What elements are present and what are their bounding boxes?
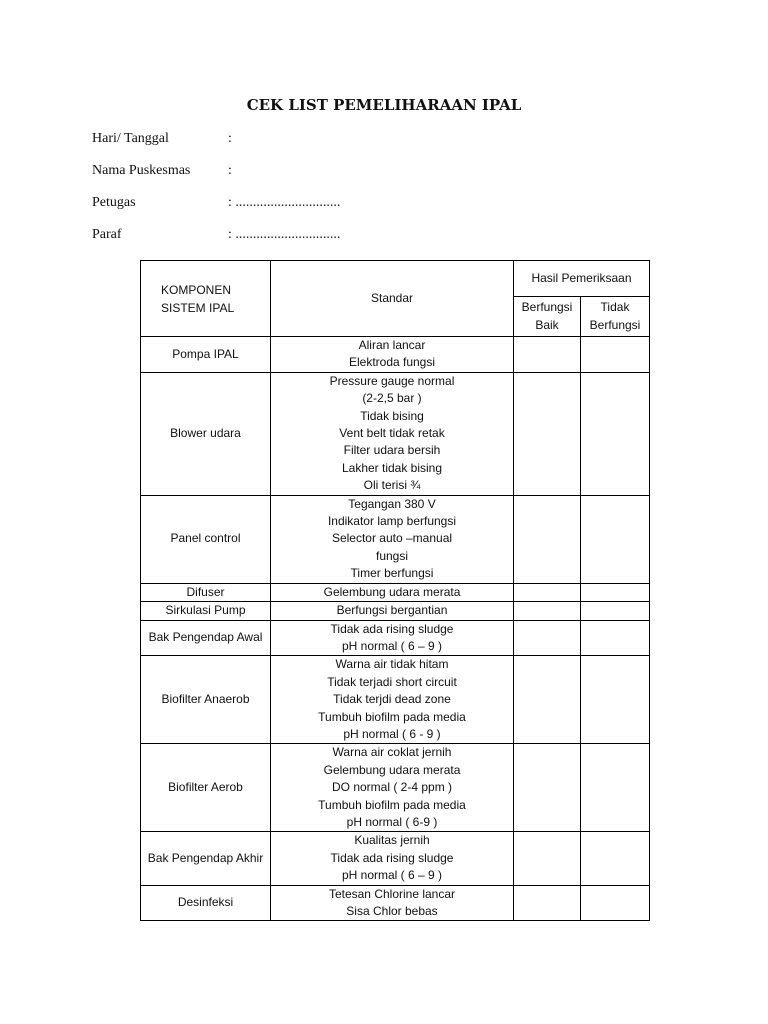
meta-label: Paraf [92,227,122,242]
standar-line: pH normal ( 6 - 9 ) [343,726,441,741]
standar-line: pH normal ( 6 – 9 ) [341,868,443,883]
meta-row-petugas [92,195,340,211]
checklist-table [140,260,650,921]
standar-cell [271,602,514,620]
standar-line: Berfungsi bergantian [336,603,448,618]
standar-line: Tidak ada rising sludge [330,621,454,636]
standar-line: Elektroda fungsi [348,355,436,370]
meta-label: Hari/ Tanggal [92,131,169,146]
komponen-cell: Sirkulasi Pump [141,602,271,620]
meta-value: : .............................. [228,195,341,210]
header-hasil-pemeriksaan: Hasil Pemeriksaan [514,261,650,297]
standar-cell [271,620,514,656]
standar-line: Tidak terjadi short circuit [327,674,457,689]
berfungsi-baik-cell[interactable] [514,495,581,583]
standar-line: Tetesan Chlorine lancar [328,886,456,901]
standar-cell [271,885,514,921]
tidak-berfungsi-cell[interactable] [581,620,650,656]
tidak-berfungsi-cell[interactable] [581,583,650,601]
standar-line: Gelembung udara merata [323,762,461,777]
header-standar: Standar [271,261,514,337]
standar-line: Timer berfungsi [350,566,434,581]
page-title: CEK LIST PEMELIHARAAN IPAL [246,96,522,114]
meta-label: Petugas [92,195,136,210]
meta-row-hari-tanggal [92,131,232,147]
standar-cell [271,832,514,885]
standar-line: Aliran lancar [358,338,426,352]
standar-line: Warna air coklat jernih [332,745,452,760]
komponen-cell: Panel control [141,495,271,583]
meta-row-nama-puskesmas [92,163,232,179]
table-row [141,656,650,744]
komponen-cell: Desinfeksi [141,885,271,921]
header-komponen: KOMPONEN SISTEM IPAL [141,261,271,337]
meta-value: : .............................. [228,227,341,242]
standar-cell [271,744,514,832]
table-row [141,337,650,373]
table-row [141,744,650,832]
tidak-berfungsi-cell[interactable] [581,885,650,921]
berfungsi-baik-cell[interactable] [514,885,581,921]
komponen-cell: Difuser [141,583,271,601]
standar-line: Tegangan 380 V [348,496,436,511]
komponen-cell: Blower udara [141,372,271,495]
standar-cell [271,656,514,744]
standar-line: DO normal ( 2-4 ppm ) [331,780,453,795]
table-row [141,620,650,656]
standar-line: pH normal ( 6-9 ) [346,814,438,829]
standar-line: Tidak bising [360,408,424,423]
tidak-berfungsi-cell[interactable] [581,656,650,744]
standar-cell [271,337,514,373]
tidak-berfungsi-cell[interactable] [581,832,650,885]
standar-line: Filter udara bersih [343,443,441,458]
standar-line: (2-2,5 bar ) [362,391,422,406]
komponen-cell: Biofilter Aerob [141,744,271,832]
standar-line: Selector auto –manual [331,531,453,546]
meta-row-paraf [92,227,340,243]
table-row [141,372,650,495]
berfungsi-baik-cell[interactable] [514,583,581,601]
table-row [141,885,650,921]
standar-line: Kualitas jernih [354,833,430,848]
standar-line: Warna air tidak hitam [335,657,449,672]
standar-line: Vent belt tidak retak [339,426,445,441]
standar-line: Oli terisi ¾ [363,478,421,493]
standar-cell [271,372,514,495]
standar-line: Gelembung udara merata [323,584,461,599]
standar-line: Indikator lamp berfungsi [327,514,457,529]
standar-line: Pressure gauge normal [329,373,455,388]
tidak-berfungsi-cell[interactable] [581,372,650,495]
standar-line: Tumbuh biofilm pada media [318,709,466,724]
standar-line: Tidak ada rising sludge [330,850,454,865]
standar-line: Lakher tidak bising [341,460,443,475]
komponen-cell: Bak Pengendap Akhir [141,832,271,885]
standar-cell [271,583,514,601]
berfungsi-baik-cell[interactable] [514,832,581,885]
meta-value: : [228,131,232,146]
komponen-cell: Bak Pengendap Awal [141,620,271,656]
berfungsi-baik-cell[interactable] [514,744,581,832]
table-row [141,602,650,620]
berfungsi-baik-cell[interactable] [514,372,581,495]
berfungsi-baik-cell[interactable] [514,602,581,620]
meta-label: Nama Puskesmas [92,163,191,178]
tidak-berfungsi-cell[interactable] [581,744,650,832]
tidak-berfungsi-cell[interactable] [581,337,650,373]
header-tidak-berfungsi: Tidak Berfungsi [581,297,650,337]
standar-line: Sisa Chlor bebas [346,904,438,918]
standar-line: pH normal ( 6 – 9 ) [341,638,443,653]
header-berfungsi-baik: Berfungsi Baik [514,297,581,337]
standar-line: Tidak terjdi dead zone [333,692,451,707]
berfungsi-baik-cell[interactable] [514,337,581,373]
standar-line: fungsi [375,548,409,563]
standar-line: Tumbuh biofilm pada media [318,797,466,812]
table-row [141,495,650,583]
table-row [141,583,650,601]
komponen-cell: Pompa IPAL [141,337,271,373]
standar-cell [271,495,514,583]
table-row [141,832,650,885]
komponen-cell: Biofilter Anaerob [141,656,271,744]
tidak-berfungsi-cell[interactable] [581,495,650,583]
berfungsi-baik-cell[interactable] [514,620,581,656]
meta-value: : [228,163,232,178]
berfungsi-baik-cell[interactable] [514,656,581,744]
tidak-berfungsi-cell[interactable] [581,602,650,620]
